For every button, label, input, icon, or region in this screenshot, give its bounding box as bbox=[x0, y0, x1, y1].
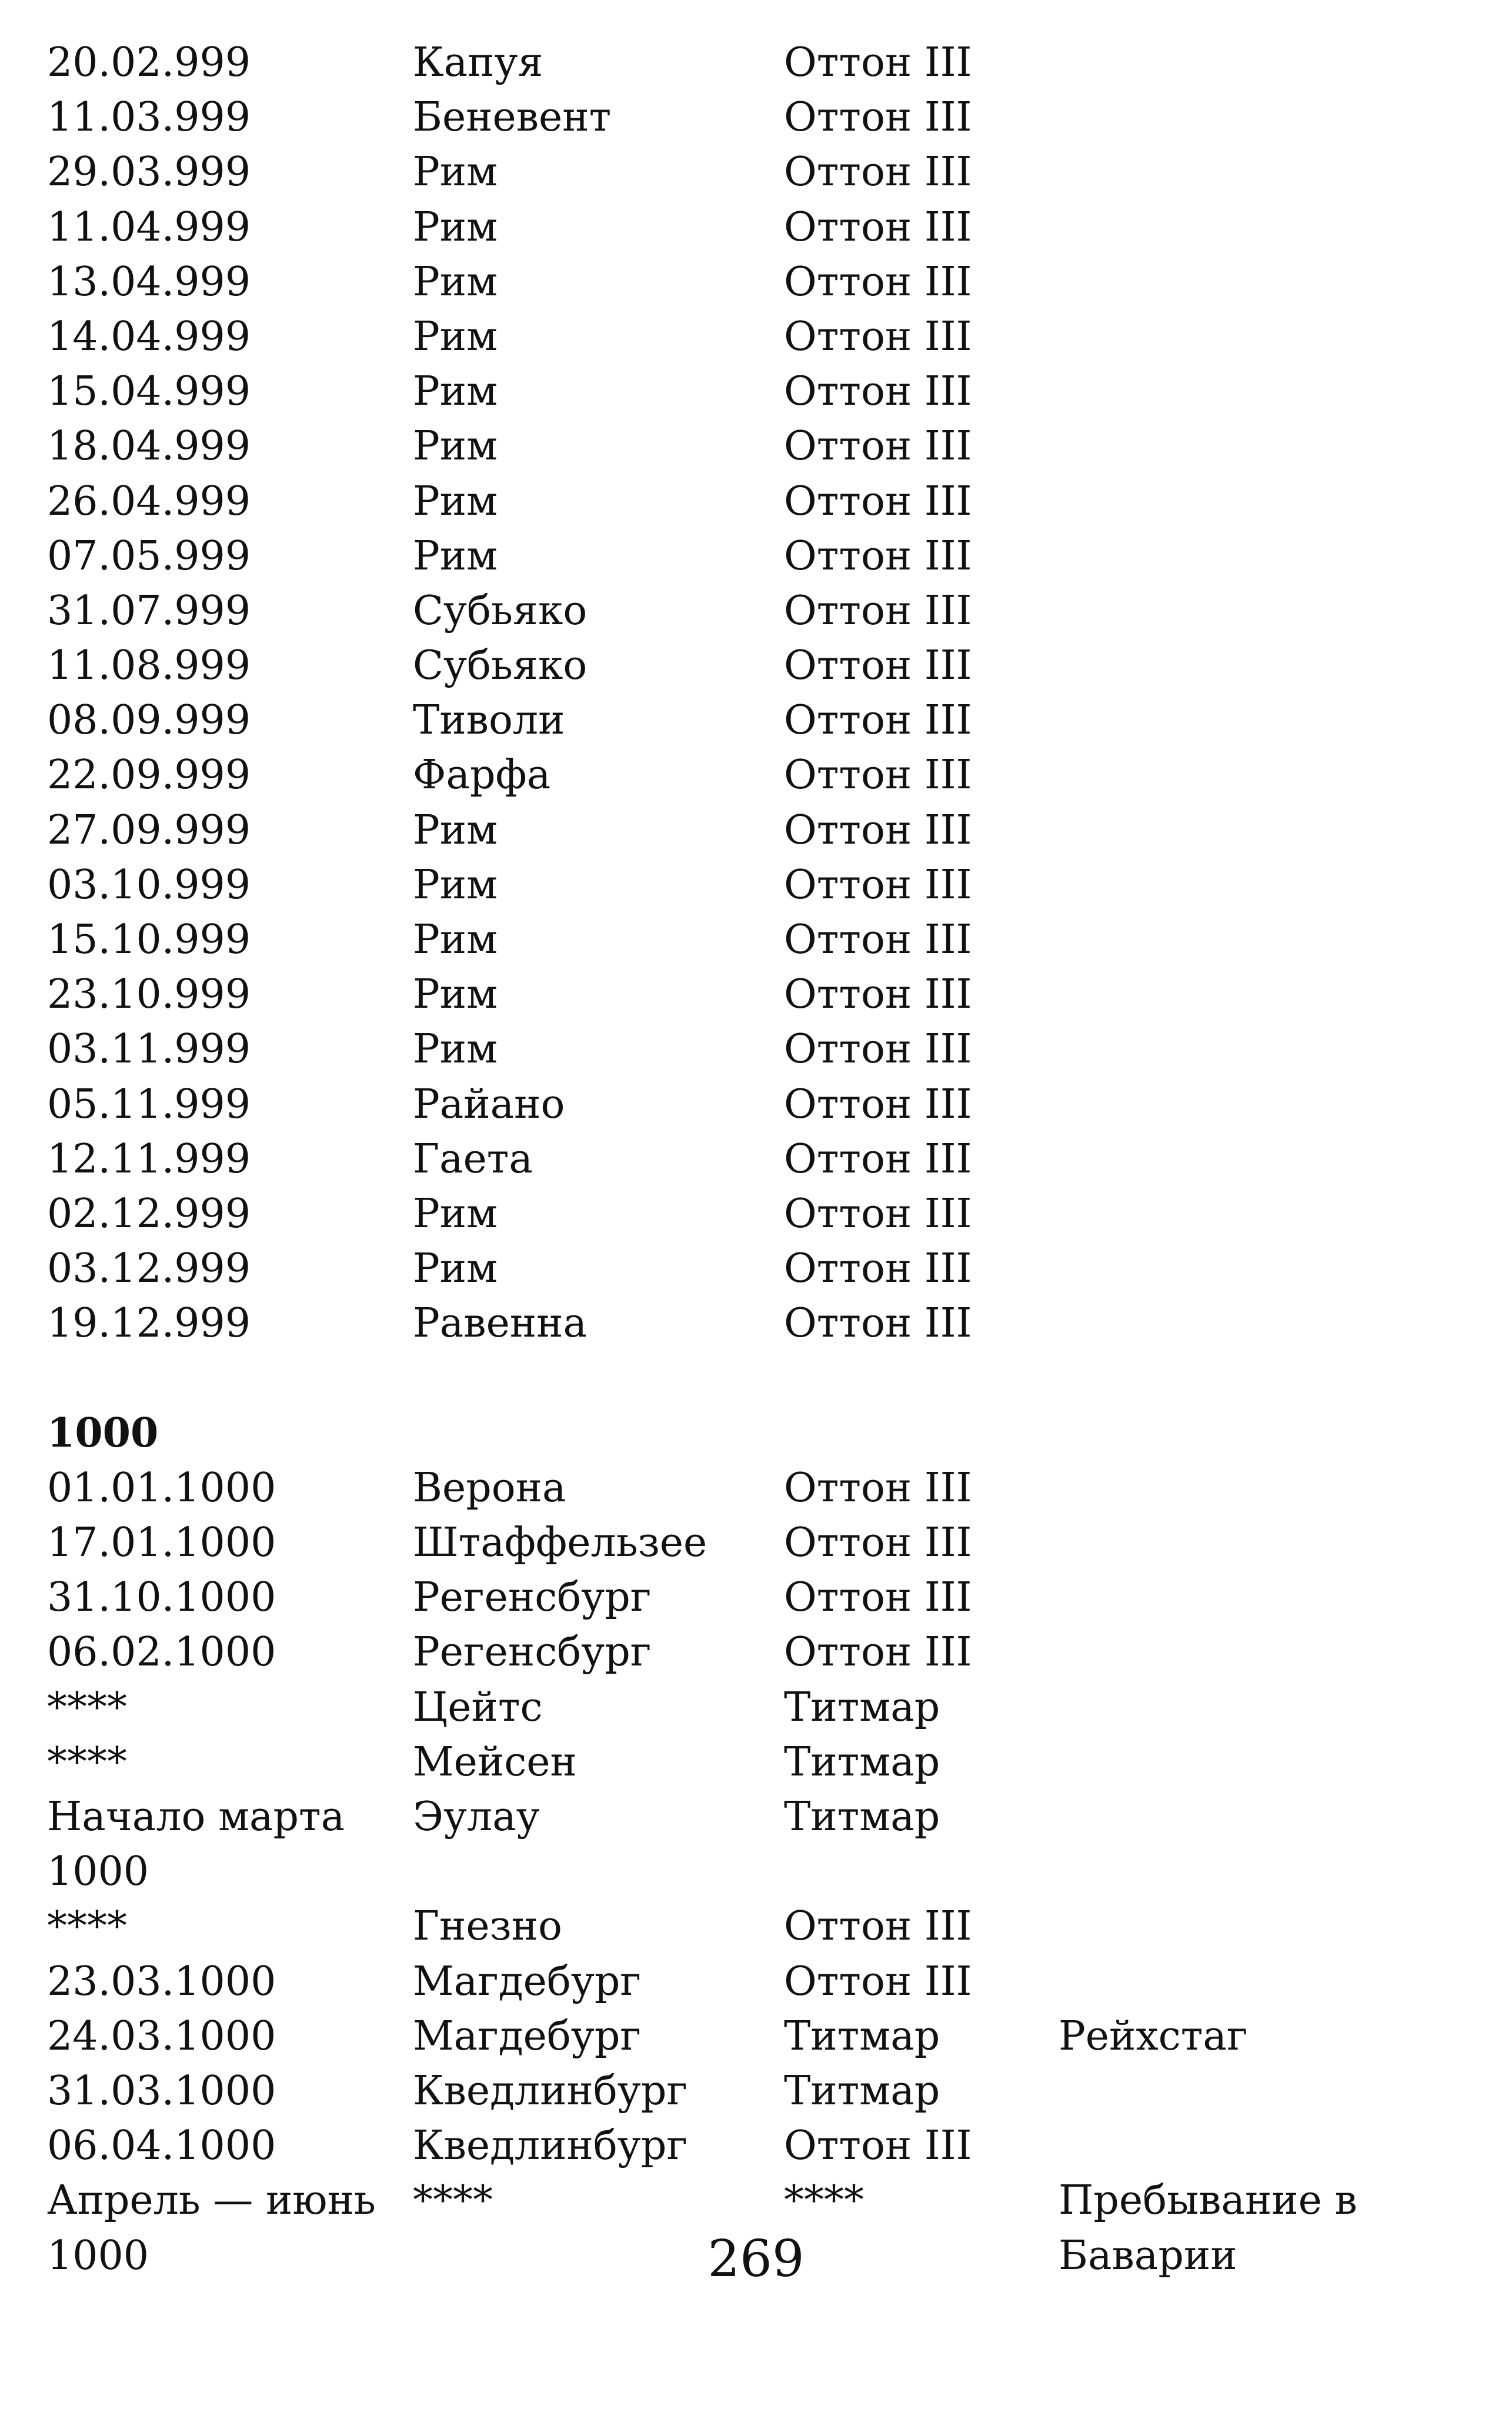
table-row bbox=[47, 419, 1458, 474]
place-cell: Субьяко bbox=[413, 642, 588, 689]
place-cell: Равенна bbox=[413, 1300, 588, 1347]
source-cell: Оттон III bbox=[784, 861, 972, 908]
date-cell: 1000 bbox=[47, 1848, 149, 1895]
date-cell: 01.01.1000 bbox=[47, 1464, 276, 1511]
source-cell: Оттон III bbox=[784, 204, 972, 251]
table-row bbox=[47, 90, 1458, 145]
source-cell: Оттон III bbox=[784, 1026, 972, 1073]
source-cell: Титмар bbox=[784, 1794, 940, 1840]
table-row bbox=[47, 200, 1458, 255]
place-cell: Рим bbox=[413, 478, 498, 525]
table-row bbox=[47, 2009, 1458, 2064]
table-row bbox=[47, 2173, 1458, 2228]
table-row bbox=[47, 584, 1458, 638]
source-cell: Оттон III bbox=[784, 313, 972, 360]
note-cell: Баварии bbox=[1059, 2232, 1237, 2279]
date-cell: Начало марта bbox=[47, 1794, 345, 1840]
itinerary-table bbox=[47, 35, 1458, 2283]
date-cell: 08.09.999 bbox=[47, 697, 251, 744]
table-row bbox=[47, 1187, 1458, 1241]
date-cell: 20.02.999 bbox=[47, 39, 251, 86]
table-row bbox=[47, 364, 1458, 419]
date-cell: 18.04.999 bbox=[47, 423, 251, 470]
source-cell: Оттон III bbox=[784, 423, 972, 470]
source-cell: Оттон III bbox=[784, 1135, 972, 1182]
date-cell: 17.01.1000 bbox=[47, 1520, 276, 1567]
date-cell: 31.03.1000 bbox=[47, 2067, 276, 2114]
date-cell: 15.10.999 bbox=[47, 917, 251, 963]
source-cell: **** bbox=[784, 2177, 864, 2224]
source-cell: Оттон III bbox=[784, 1245, 972, 1292]
table-row bbox=[47, 912, 1458, 967]
source-cell: Оттон III bbox=[784, 149, 972, 196]
place-cell: Рим bbox=[413, 368, 498, 415]
table-row bbox=[47, 967, 1458, 1022]
place-cell: Фарфа bbox=[413, 752, 551, 799]
place-cell: Тиволи bbox=[413, 697, 565, 744]
place-cell: Рим bbox=[413, 971, 498, 1018]
place-cell: Рим bbox=[413, 313, 498, 360]
source-cell: Оттон III bbox=[784, 94, 972, 141]
source-cell: Титмар bbox=[784, 1738, 940, 1785]
date-cell: 14.04.999 bbox=[47, 313, 251, 360]
place-cell: Магдебург bbox=[413, 1958, 642, 2005]
place-cell: Рим bbox=[413, 204, 498, 251]
table-row bbox=[47, 35, 1458, 90]
place-cell: Штаффельзее bbox=[413, 1520, 707, 1567]
source-cell: Титмар bbox=[784, 2067, 940, 2114]
place-cell: Беневент bbox=[413, 94, 612, 141]
table-row bbox=[47, 1515, 1458, 1570]
table-row bbox=[47, 1735, 1458, 1790]
rows-1000 bbox=[47, 1461, 1458, 2283]
date-cell: 27.09.999 bbox=[47, 807, 251, 854]
date-cell: 02.12.999 bbox=[47, 1190, 251, 1237]
blank-row bbox=[47, 1351, 1458, 1406]
place-cell: Гаета bbox=[413, 1135, 533, 1182]
place-cell: Рим bbox=[413, 149, 498, 196]
date-cell: 31.10.1000 bbox=[47, 1574, 276, 1621]
year-heading-row bbox=[47, 1406, 1458, 1461]
source-cell: Оттон III bbox=[784, 39, 972, 86]
source-cell: Оттон III bbox=[784, 971, 972, 1018]
place-cell: Верона bbox=[413, 1464, 566, 1511]
place-cell: **** bbox=[413, 2177, 493, 2224]
table-row bbox=[47, 1570, 1458, 1625]
source-cell: Оттон III bbox=[784, 697, 972, 744]
table-row bbox=[47, 1077, 1458, 1132]
source-cell: Оттон III bbox=[784, 532, 972, 579]
date-cell: 22.09.999 bbox=[47, 752, 251, 799]
year-heading: 1000 bbox=[47, 1409, 159, 1457]
rows-999 bbox=[47, 35, 1458, 1351]
date-cell: 31.07.999 bbox=[47, 587, 251, 634]
table-row bbox=[47, 474, 1458, 529]
date-cell: 15.04.999 bbox=[47, 368, 251, 415]
date-cell: 11.03.999 bbox=[47, 94, 251, 141]
place-cell: Регенсбург bbox=[413, 1629, 652, 1676]
place-cell: Рим bbox=[413, 423, 498, 470]
source-cell: Оттон III bbox=[784, 1190, 972, 1237]
source-cell: Титмар bbox=[784, 1684, 940, 1731]
table-row bbox=[47, 1241, 1458, 1296]
source-cell: Оттон III bbox=[784, 917, 972, 963]
place-cell: Рим bbox=[413, 532, 498, 579]
place-cell: Райано bbox=[413, 1081, 565, 1128]
date-cell: 06.02.1000 bbox=[47, 1629, 276, 1676]
source-cell: Оттон III bbox=[784, 1574, 972, 1621]
table-row bbox=[47, 1844, 1458, 1899]
date-cell: 23.03.1000 bbox=[47, 1958, 276, 2005]
source-cell: Оттон III bbox=[784, 587, 972, 634]
date-cell: 12.11.999 bbox=[47, 1135, 251, 1182]
date-cell: 1000 bbox=[47, 2232, 149, 2279]
place-cell: Рим bbox=[413, 1026, 498, 1073]
table-row bbox=[47, 638, 1458, 693]
place-cell: Цейтс bbox=[413, 1684, 543, 1731]
source-cell: Оттон III bbox=[784, 1081, 972, 1128]
table-row bbox=[47, 1899, 1458, 1954]
source-cell: Оттон III bbox=[784, 1464, 972, 1511]
table-row bbox=[47, 748, 1458, 802]
source-cell: Оттон III bbox=[784, 368, 972, 415]
source-cell: Оттон III bbox=[784, 478, 972, 525]
source-cell: Оттон III bbox=[784, 1300, 972, 1347]
date-cell: 07.05.999 bbox=[47, 532, 251, 579]
date-cell: 24.03.1000 bbox=[47, 2013, 276, 2060]
place-cell: Мейсен bbox=[413, 1738, 577, 1785]
date-cell: 11.04.999 bbox=[47, 204, 251, 251]
place-cell: Рим bbox=[413, 258, 498, 305]
date-cell: 29.03.999 bbox=[47, 149, 251, 196]
place-cell: Магдебург bbox=[413, 2013, 642, 2060]
date-cell: 03.11.999 bbox=[47, 1026, 251, 1073]
date-cell: 11.08.999 bbox=[47, 642, 251, 689]
note-cell: Рейхстаг bbox=[1059, 2013, 1248, 2060]
source-cell: Оттон III bbox=[784, 642, 972, 689]
table-row bbox=[47, 1022, 1458, 1077]
source-cell: Оттон III bbox=[784, 2123, 972, 2170]
place-cell: Рим bbox=[413, 917, 498, 963]
source-cell: Оттон III bbox=[784, 1629, 972, 1676]
date-cell: Апрель — июнь bbox=[47, 2177, 376, 2224]
date-cell: 03.10.999 bbox=[47, 861, 251, 908]
date-cell: **** bbox=[47, 1684, 127, 1731]
source-cell: Оттон III bbox=[784, 1903, 972, 1950]
date-cell: 23.10.999 bbox=[47, 971, 251, 1018]
place-cell: Рим bbox=[413, 1245, 498, 1292]
table-row bbox=[47, 2118, 1458, 2173]
date-cell: 26.04.999 bbox=[47, 478, 251, 525]
page-number: 269 bbox=[707, 2230, 805, 2288]
place-cell: Капуя bbox=[413, 39, 543, 86]
date-cell: 05.11.999 bbox=[47, 1081, 251, 1128]
table-row bbox=[47, 693, 1458, 748]
place-cell: Рим bbox=[413, 807, 498, 854]
table-row bbox=[47, 1461, 1458, 1515]
table-row bbox=[47, 1680, 1458, 1735]
place-cell: Кведлинбург bbox=[413, 2123, 687, 2170]
table-row bbox=[47, 529, 1458, 584]
source-cell: Оттон III bbox=[784, 807, 972, 854]
table-row bbox=[47, 255, 1458, 309]
place-cell: Рим bbox=[413, 1190, 498, 1237]
table-row bbox=[47, 1132, 1458, 1187]
place-cell: Субьяко bbox=[413, 587, 588, 634]
place-cell: Гнезно bbox=[413, 1903, 562, 1950]
table-row bbox=[47, 1625, 1458, 1680]
source-cell: Оттон III bbox=[784, 1958, 972, 2005]
table-row bbox=[47, 1954, 1458, 2009]
place-cell: Рим bbox=[413, 861, 498, 908]
date-cell: 06.04.1000 bbox=[47, 2123, 276, 2170]
place-cell: Кведлинбург bbox=[413, 2067, 687, 2114]
date-cell: 13.04.999 bbox=[47, 258, 251, 305]
date-cell: 03.12.999 bbox=[47, 1245, 251, 1292]
place-cell: Регенсбург bbox=[413, 1574, 652, 1621]
table-row bbox=[47, 1296, 1458, 1351]
table-row bbox=[47, 309, 1458, 364]
date-cell: **** bbox=[47, 1738, 127, 1785]
source-cell: Оттон III bbox=[784, 258, 972, 305]
date-cell: 19.12.999 bbox=[47, 1300, 251, 1347]
date-cell: **** bbox=[47, 1903, 127, 1950]
source-cell: Оттон III bbox=[784, 752, 972, 799]
source-cell: Оттон III bbox=[784, 1520, 972, 1567]
table-row bbox=[47, 1790, 1458, 1844]
table-row bbox=[47, 2064, 1458, 2118]
note-cell: Пребывание в bbox=[1059, 2177, 1357, 2224]
table-row bbox=[47, 858, 1458, 912]
source-cell: Титмар bbox=[784, 2013, 940, 2060]
table-row bbox=[47, 145, 1458, 199]
table-row bbox=[47, 803, 1458, 858]
place-cell: Эулау bbox=[413, 1794, 540, 1840]
